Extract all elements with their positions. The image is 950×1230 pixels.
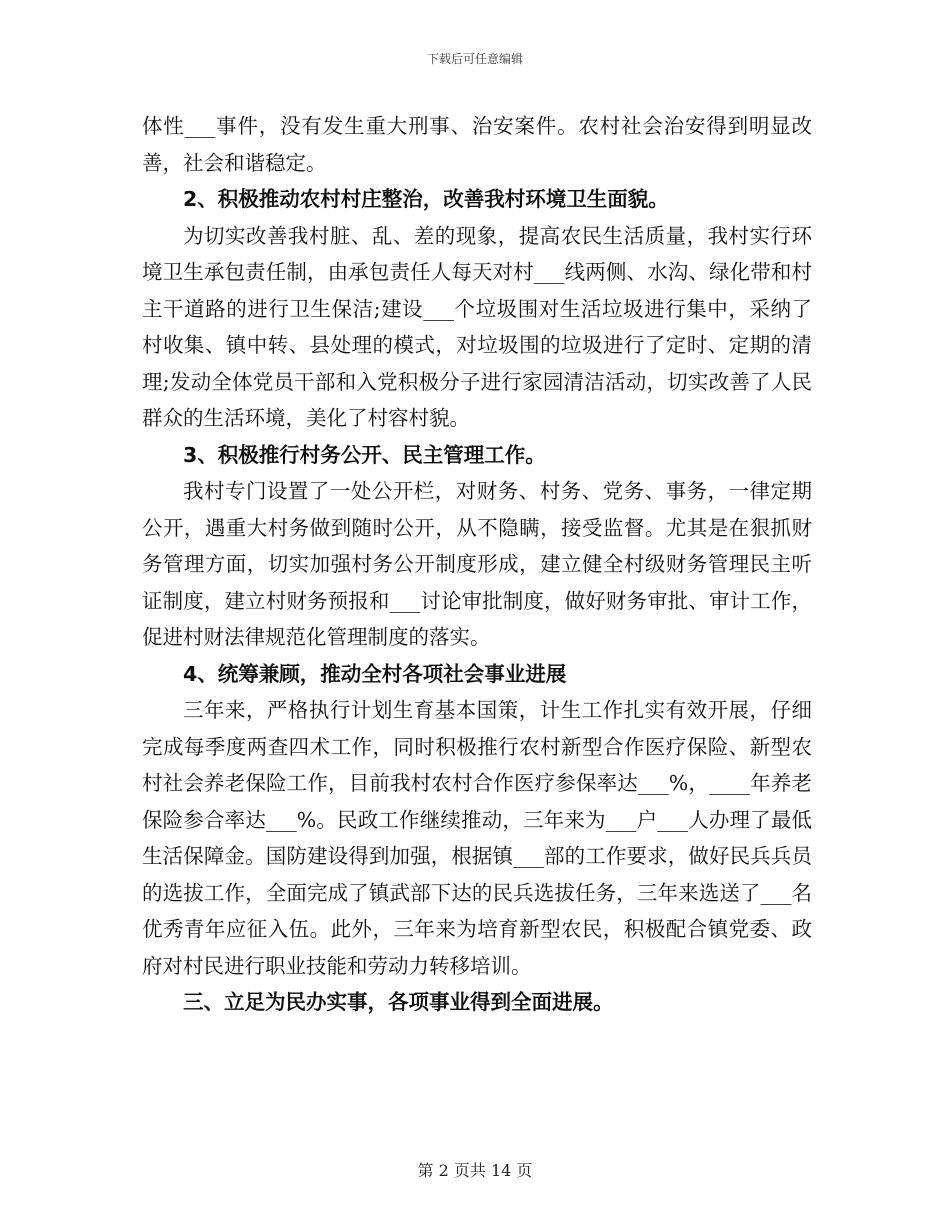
paragraph-sanitation: 为切实改善我村脏、乱、差的现象，提高农民生活质量，我村实行环境卫生承包责任制，由承包责任人每天对村___线两侧、水沟、绿化带和村主干道路的进行卫生保洁;建设___个垃圾围对生活垃圾进行集中，采纳了村收集、镇中转、县处理的模式，对垃圾围的垃圾进行了定时、定期的清理;发动全体党员干部和入党积极分子进行家园清洁活动，切实改善了人民群众的生活环境，美化了村容村貌。 bbox=[142, 223, 812, 430]
section-heading-three: 三、立足为民办实事，各项事业得到全面进展。 bbox=[183, 990, 614, 1014]
section-heading-3: 3、积极推行村务公开、民主管理工作。 bbox=[183, 442, 546, 467]
page-number-footer: 第 2 页共 14 页 bbox=[417, 1161, 533, 1180]
document-body bbox=[142, 108, 812, 1021]
paragraph-transparency: 我村专门设置了一处公开栏，对财务、村务、党务、事务，一律定期公开，遇重大村务做到随时公开，从不隐瞒，接受监督。尤其是在狠抓财务管理方面，切实加强村务公开制度形成，建立健全村级财务管理民主听证制度，建立村财务预报和___讨论审批制度，做好财务审批、审计工作，促进村财法律规范化管理制度的落实。 bbox=[142, 479, 812, 649]
paragraph-social-affairs: 三年来，严格执行计划生育基本国策，计生工作扎实有效开展，仔细完成每季度两查四术工作，同时积极推行农村新型合作医疗保险、新型农村社会养老保险工作，目前我村农村合作医疗参保率达___%，____年养老保险参合率达___%。民政工作继续推动，三年来为___户___人办理了最低生活保障金。国防建设得到加强，根据镇___部的工作要求，做好民兵兵员的选拔工作，全面完成了镇武部下达的民兵选拔任务，三年来选送了___名优秀青年应征入伍。此外，三年来为培育新型农民，积极配合镇党委、政府对村民进行职业技能和劳动力转移培训。 bbox=[142, 698, 812, 978]
section-heading-4: 4、统筹兼顾，推动全村各项社会事业进展 bbox=[183, 661, 567, 686]
paragraph-continuation: 体性___事件，没有发生重大刑事、治安案件。农村社会治安得到明显改善，社会和谐稳定。 bbox=[142, 114, 812, 175]
section-heading-2: 2、积极推动农村村庄整治，改善我村环境卫生面貌。 bbox=[183, 187, 669, 211]
page-header-note: 下载后可任意编辑 bbox=[426, 52, 523, 66]
